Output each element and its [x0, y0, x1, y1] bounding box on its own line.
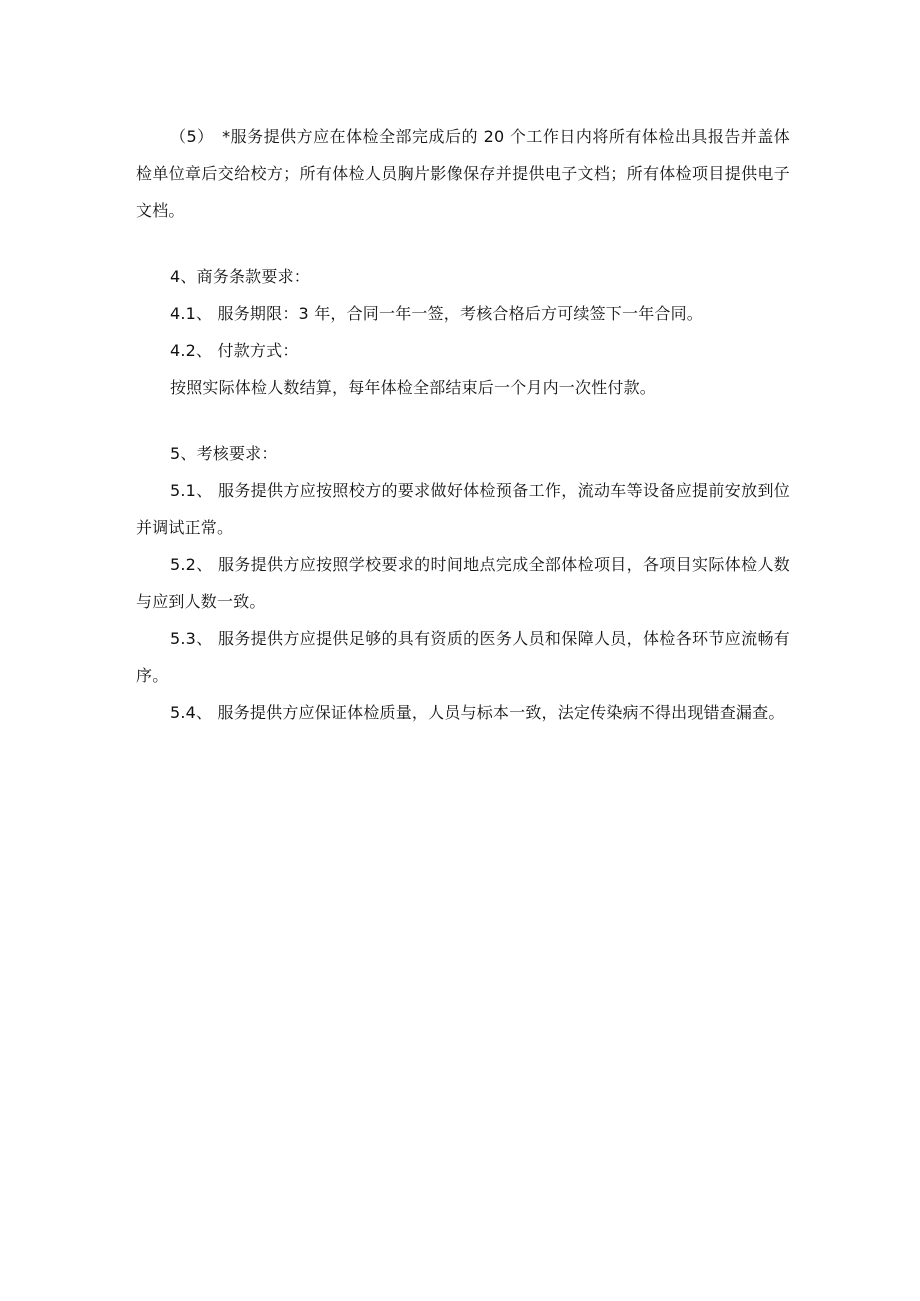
- section-5-heading: 5、考核要求：: [170, 444, 278, 463]
- item-4-2-text: 按照实际体检人数结算，每年体检全部结束后一个月内一次性付款。: [170, 378, 657, 397]
- item-5-3: 5.3、 服务提供方应提供足够的具有资质的医务人员和保障人员，体检各环节应流畅有序。: [136, 629, 790, 685]
- section-4-heading: 4、商务条款要求：: [170, 267, 310, 286]
- item-5-2: 5.2、 服务提供方应按照学校要求的时间地点完成全部体检项目，各项目实际体检人数与应到人数一致。: [136, 555, 790, 611]
- item-4-1: 4.1、 服务期限：3 年，合同一年一签，考核合格后方可续签下一年合同。: [170, 304, 703, 323]
- item-4-2-label: 4.2、 付款方式：: [170, 341, 299, 360]
- document-body: [136, 118, 790, 731]
- item-5-4: 5.4、 服务提供方应保证体检质量，人员与标本一致，法定传染病不得出现错查漏查。: [170, 703, 785, 722]
- section-gap: [136, 229, 790, 258]
- section-gap: [136, 406, 790, 435]
- item-5-paragraph: （5） *服务提供方应在体检全部完成后的 20 个工作日内将所有体检出具报告并盖体检单位章后交给校方；所有体检人员胸片影像保存并提供电子文档；所有体检项目提供电子文档。: [136, 127, 790, 220]
- item-5-1: 5.1、 服务提供方应按照校方的要求做好体检预备工作，流动车等设备应提前安放到位并调试正常。: [136, 481, 790, 537]
